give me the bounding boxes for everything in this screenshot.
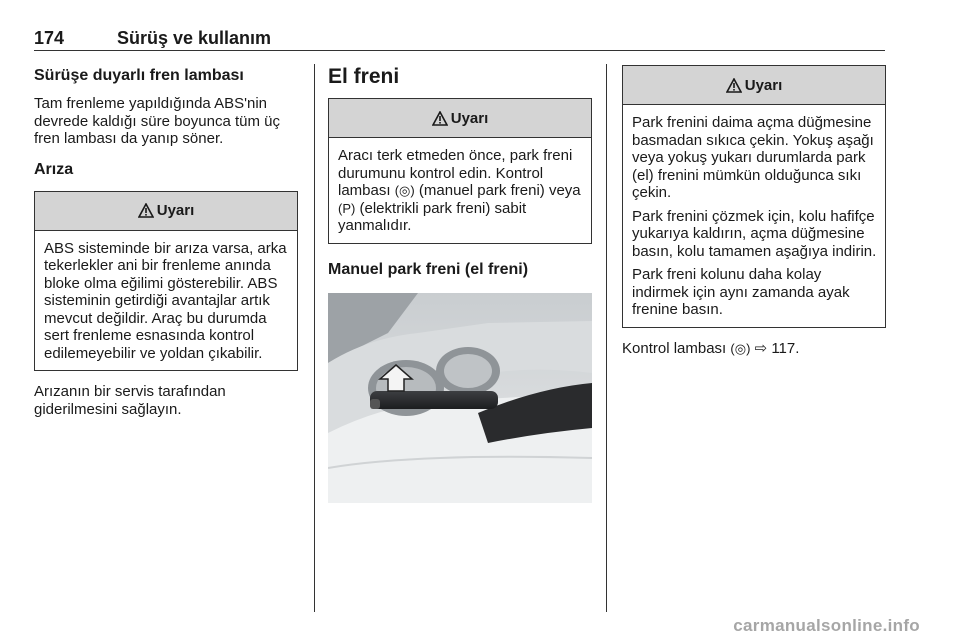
electric-brake-lamp-icon: (P) (338, 200, 356, 216)
warning-triangle-icon (726, 78, 742, 93)
parking-brake-heading: El freni (328, 65, 400, 88)
foot-brake-text: Park freni kolunu daha kolay indirmek için aynı zamanda ayak frenine basın. (632, 266, 850, 318)
page-reference-arrow-icon: ⇨ (754, 339, 768, 357)
warning-title: Uyarı (744, 76, 783, 94)
apply-brake-text: Park frenini daima açma düğmesine basmadan sıkıca çekin. Yokuş aşağı veya yokuş yukarı durumlarda park (el) frenini mümkün olduğunca sıkı çekin. (632, 114, 874, 201)
release-brake-text: Park frenini çözmek için, kolu hafifçe yukarıya kaldırın, açma düğmesine basın, kolu tamamen aşağıya indirin. (632, 207, 877, 260)
column-divider-2 (606, 64, 607, 612)
brake-lamp-icon: (◎) (394, 183, 415, 198)
brake-light-heading: Sürüşe duyarlı fren lambası (34, 67, 244, 84)
warning-triangle-icon (138, 203, 154, 218)
warning-body (35, 231, 297, 371)
leave-vehicle-warning-text: Aracı terk etmeden önce, park freni durumunu kontrol edin. Kontrol lambası (◎) (manuel park freni) veya (P) (elektrikli park freni) sabit yanmalıdır. (338, 147, 581, 234)
apply-release-warning-box (622, 65, 886, 328)
section-title: Sürüş ve kullanım (117, 28, 272, 48)
warning-header (623, 66, 885, 105)
warning-triangle-icon (432, 111, 448, 126)
header-rule (34, 50, 885, 51)
manual-brake-subheading: Manuel park freni (el freni) (328, 260, 529, 278)
warning-header (35, 192, 297, 231)
leave-vehicle-warning-box (328, 98, 592, 244)
abs-warning-box (34, 191, 298, 372)
service-instruction: Arızanın bir servis tarafından giderilmesini sağlayın. (34, 383, 226, 418)
warning-body (623, 105, 885, 327)
warning-title: Uyarı (156, 202, 195, 219)
brake-lamp-icon: (◎) (730, 340, 751, 356)
column-2 (328, 64, 592, 503)
page-number: 174 (34, 28, 65, 48)
page-reference-link[interactable]: 117. (771, 339, 800, 357)
column-3 (622, 64, 886, 357)
warning-body (329, 138, 591, 243)
brake-light-intro: Tam frenleme yapıldığında ABS'nin devrede kaldığı süre boyunca tüm üç fren lambası da yanıp söner. (34, 95, 280, 147)
column-1 (34, 64, 298, 418)
warning-header (329, 99, 591, 138)
column-divider-1 (314, 64, 315, 612)
parking-brake-lever-photo (328, 293, 592, 503)
watermark: carmanualsonline.info (733, 616, 920, 635)
fault-heading: Arıza (34, 160, 74, 178)
warning-title: Uyarı (450, 109, 489, 127)
abs-warning-text: ABS sisteminde bir arıza varsa, arka tekerlekler ani bir frenleme anında bloke olma eğilimi gösterebilir. ABS sisteminin getirdiği avantajlar artık mevcut değildir. Araç bu durumda sert frenleme esnasında kontrol edilemeyebilir ve yoldan çıkabilir. (44, 239, 287, 362)
control-lamp-reference: Kontrol lambası (◎) ⇨ 117. (622, 339, 800, 357)
